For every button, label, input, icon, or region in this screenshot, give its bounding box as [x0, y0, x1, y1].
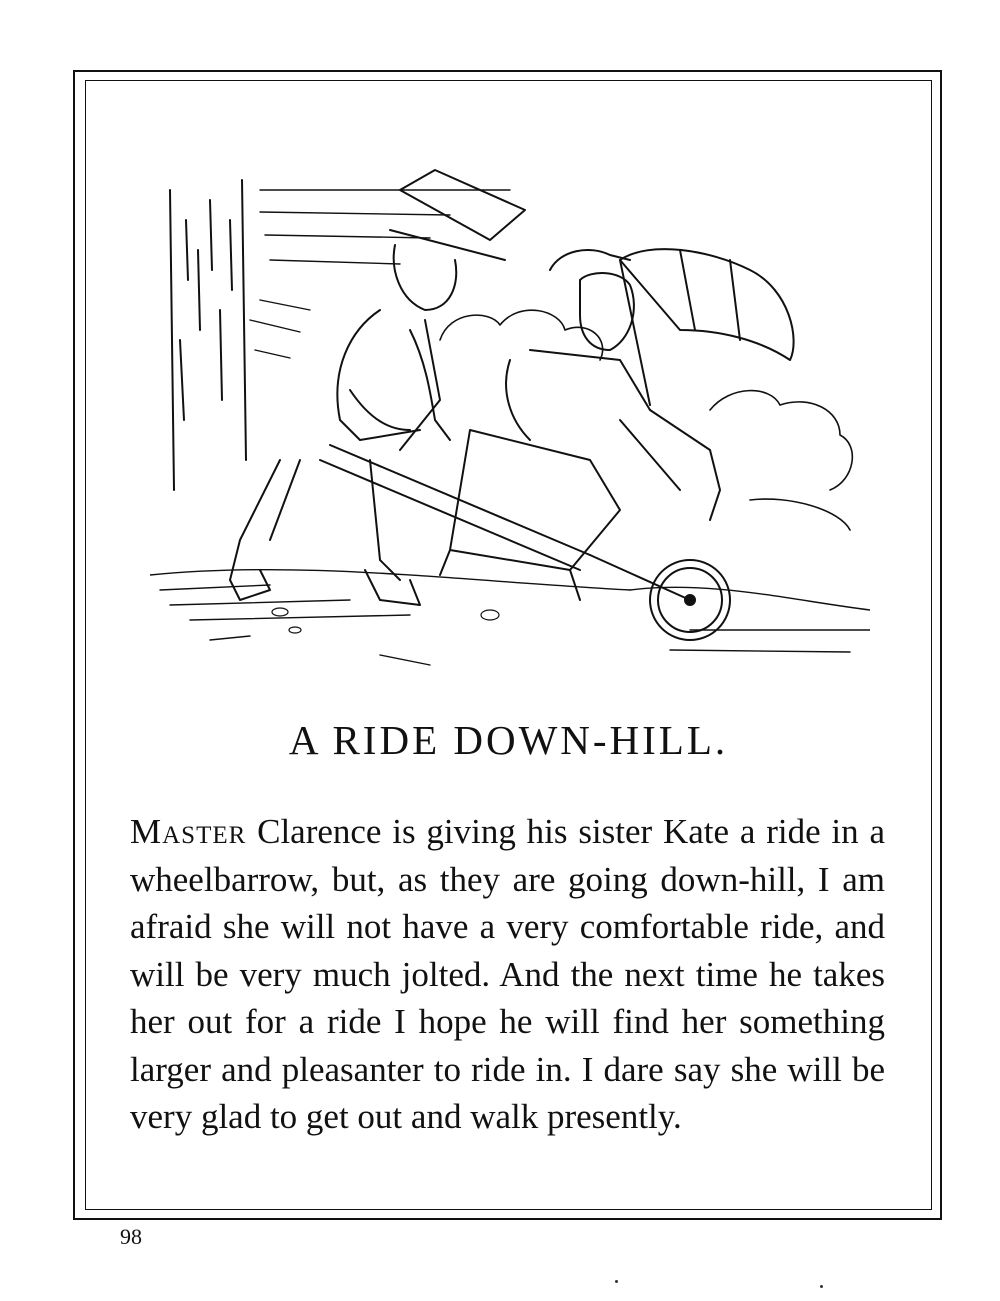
parasol [620, 249, 794, 405]
bushes [440, 310, 852, 530]
story-title: A RIDE DOWN-HILL. [288, 717, 729, 763]
background-hatching [250, 190, 510, 358]
footer-rule [73, 1219, 942, 1220]
print-speck [820, 1285, 823, 1288]
ground [150, 570, 870, 665]
page-number: 98 [120, 1224, 142, 1249]
pebbles [272, 608, 499, 633]
wheelbarrow-illustration [150, 160, 870, 670]
print-speck [615, 1280, 618, 1283]
story-paragraph [130, 808, 885, 1141]
story-lead-word: Master [130, 812, 247, 851]
story-body: Clarence is giving his sister Kate a ride in a wheelbarrow, but, as they are going down-hill, I am afraid she will not have a very comfortable ride, and will be very much jolted. And the next time he takes her out for a ride I hope he will find her something larger and pleasanter to ride in. I dare say she will be very glad to get out and walk presently. [130, 812, 885, 1136]
tree-trunk [170, 180, 246, 490]
wheelbarrow [320, 430, 730, 640]
